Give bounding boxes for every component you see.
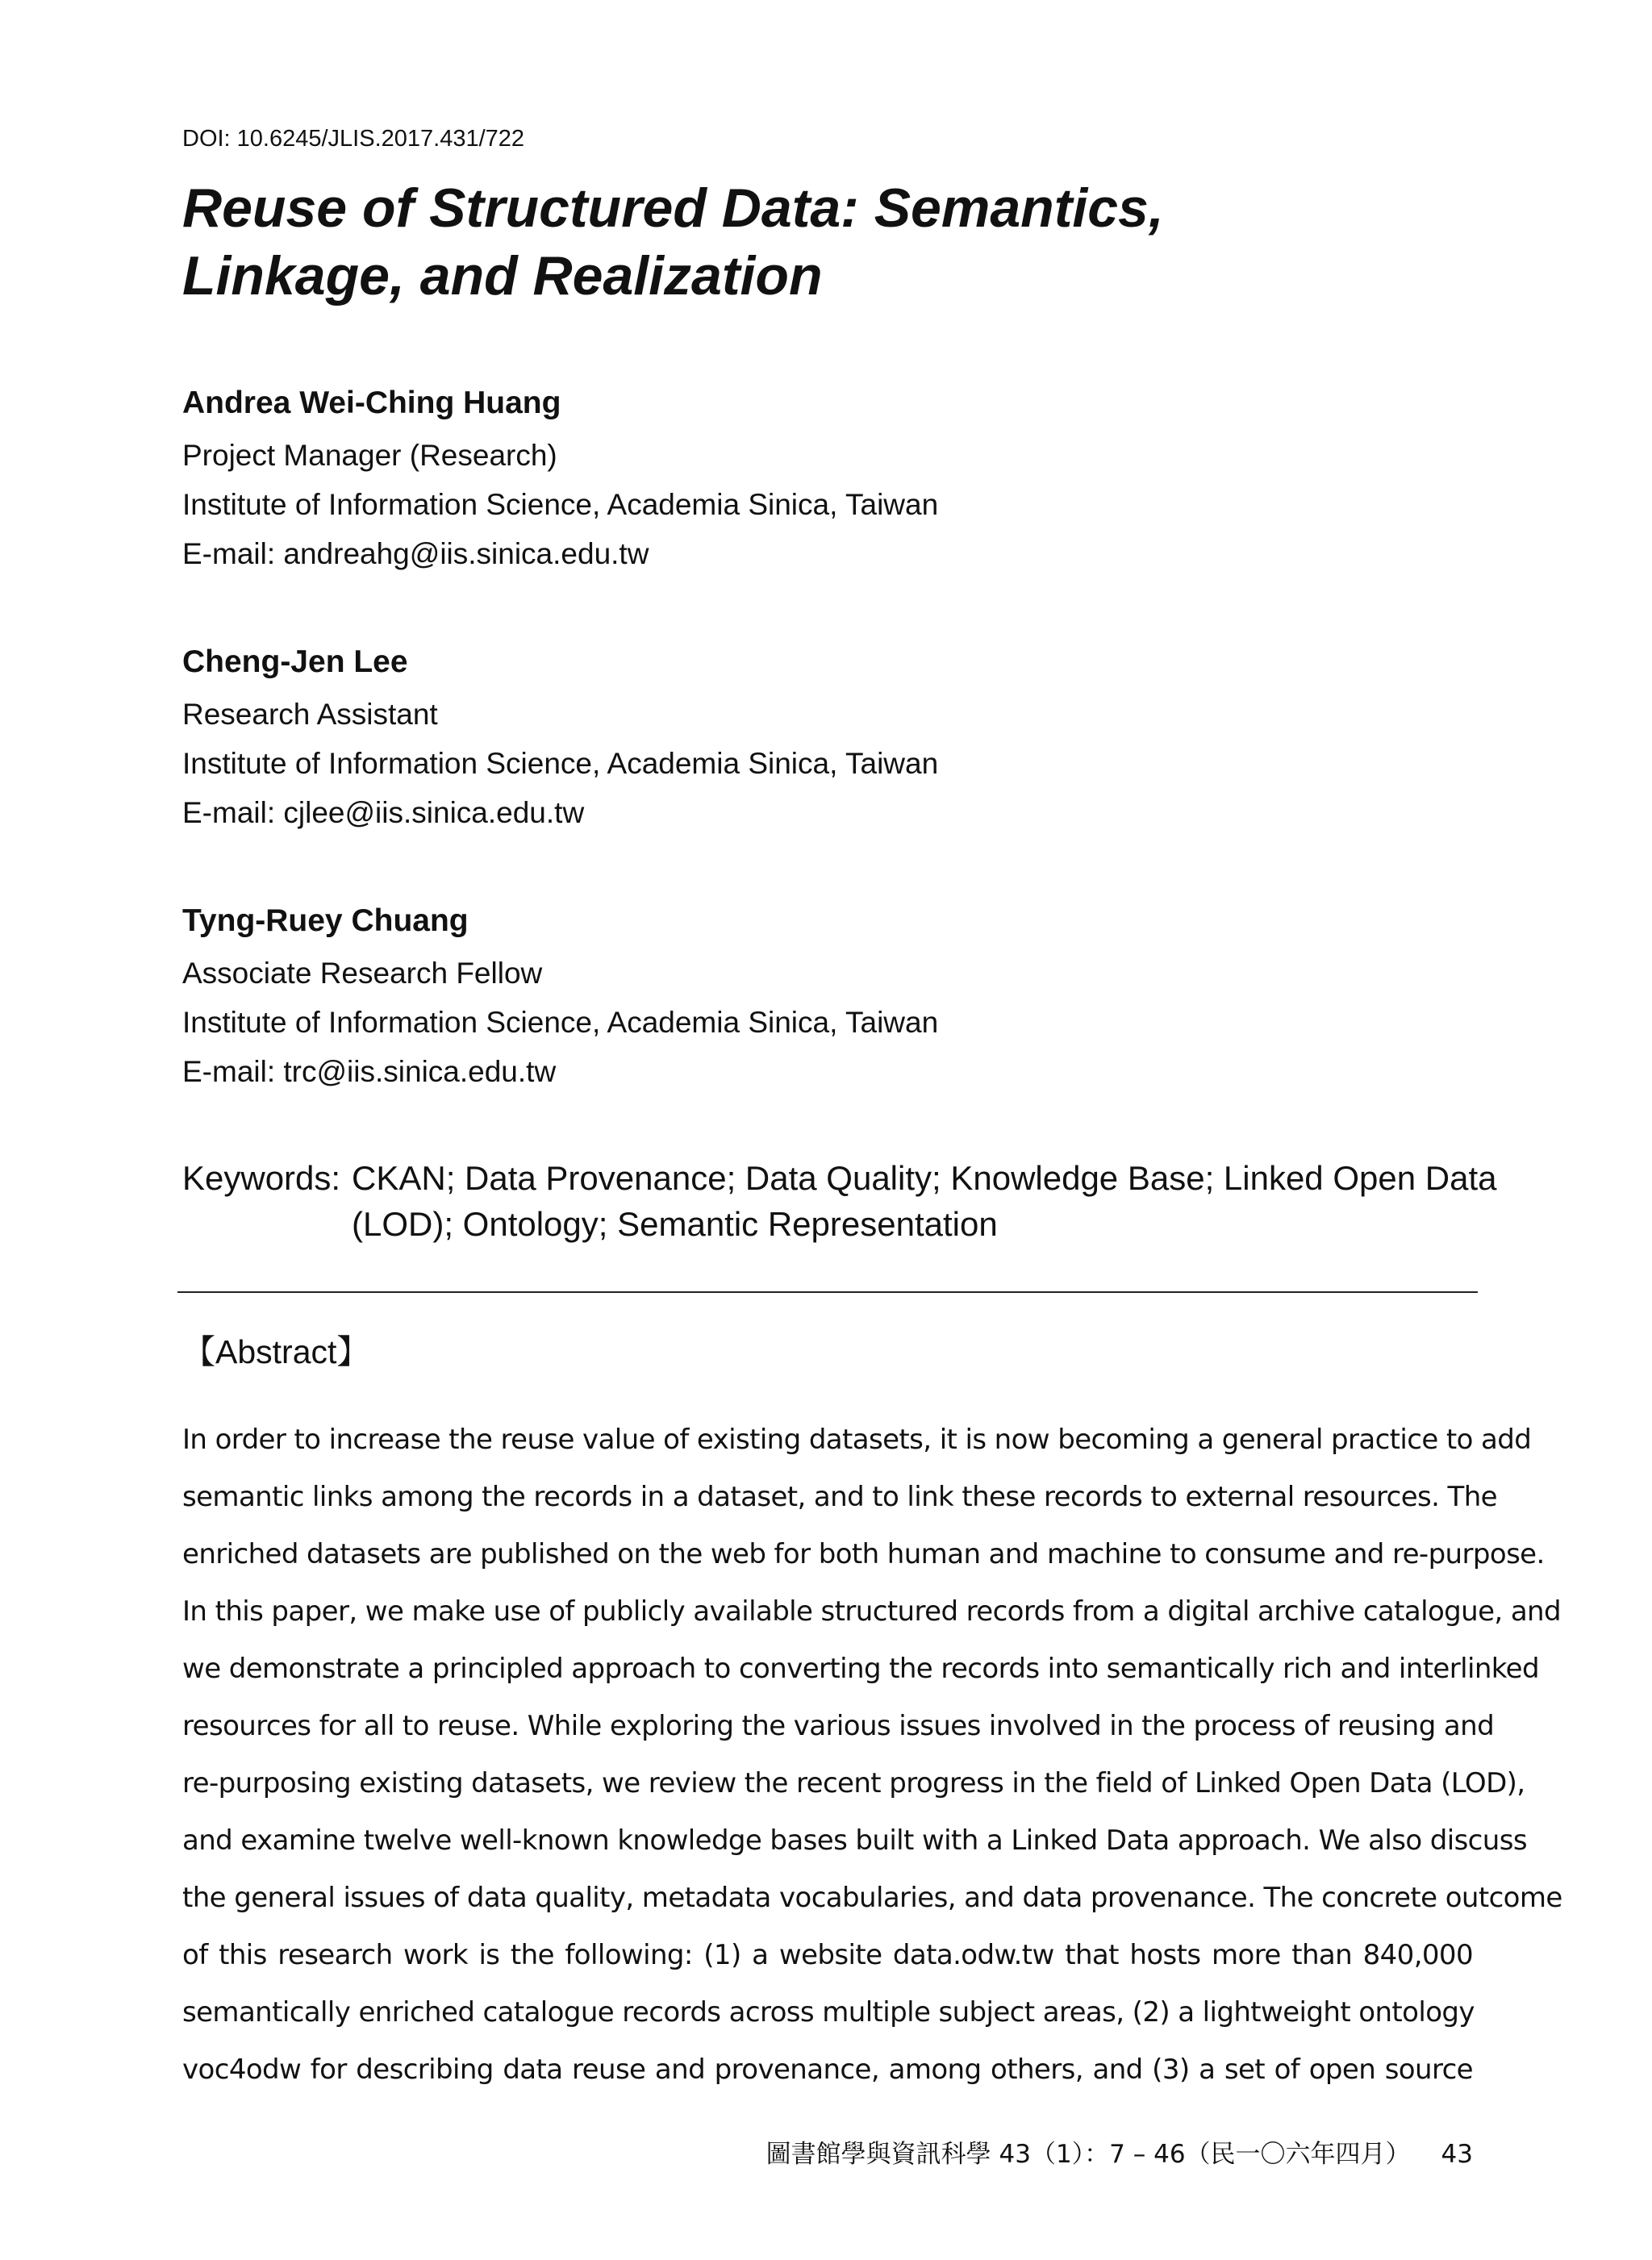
title-line: Reuse of Structured Data: Semantics,	[182, 177, 1164, 239]
keywords	[182, 1155, 1497, 1247]
author-block	[182, 899, 1473, 1096]
abstract-line: In this paper, we make use of publicly available structured records from a digital archive catalogue, and	[182, 1595, 1561, 1628]
abstract-line: semantically enriched catalogue records across multiple subject areas, (2) a lightweight ontology	[182, 1996, 1475, 2029]
abstract-line: In order to increase the reuse value of existing datasets, it is now becoming a general practice to add	[182, 1424, 1532, 1456]
keywords-label: Keywords:	[182, 1159, 341, 1197]
abstract-line: resources for all to reuse. While exploring the various issues involved in the process of reusing and	[182, 1710, 1495, 1742]
abstract-line: and examine twelve well-known knowledge bases built with a Linked Data approach. We also discuss	[182, 1824, 1527, 1857]
abstract-line: re-purposing existing datasets, we review the recent progress in the field of Linked Open Data (LOD),	[182, 1767, 1525, 1799]
author-role: Associate Research Fellow	[182, 957, 543, 990]
author-block	[182, 381, 1473, 578]
abstract-body	[182, 1411, 1562, 2099]
abstract-line: of this research work is the following: (1) a website data.odw.tw that hosts more than 840,000	[182, 1939, 1473, 1971]
author-affiliation: Institute of Information Science, Academia Sinica, Taiwan	[182, 747, 939, 780]
keywords-text: CKAN; Data Provenance; Data Quality; Knowledge Base; Linked Open Data (LOD); Ontology; Semantic Representation	[352, 1159, 1497, 1243]
author-block	[182, 640, 1473, 837]
author-role: Project Manager (Research)	[182, 439, 557, 472]
author-name: Andrea Wei-Ching Huang	[182, 386, 561, 420]
author-email: E-mail: andreahg@iis.sinica.edu.tw	[182, 537, 649, 570]
abstract-line: enriched datasets are published on the web for both human and machine to consume and re-purpose.	[182, 1538, 1545, 1570]
abstract-line: we demonstrate a principled approach to converting the records into semantically rich and interlinked	[182, 1653, 1539, 1685]
page-footer	[766, 2138, 1473, 2170]
journal-citation: 圖書館學與資訊科學 43（1）：7 – 46（民一〇六年四月）	[766, 2140, 1411, 2169]
doi-line: DOI: 10.6245/JLIS.2017.431/722	[182, 126, 525, 152]
author-affiliation: Institute of Information Science, Academia Sinica, Taiwan	[182, 488, 939, 521]
author-email: E-mail: cjlee@iis.sinica.edu.tw	[182, 796, 585, 829]
page-number: 43	[1441, 2140, 1473, 2169]
section-divider	[177, 1291, 1478, 1293]
abstract-line: the general issues of data quality, metadata vocabularies, and data provenance. The concrete outcome	[182, 1882, 1562, 1914]
author-affiliation: Institute of Information Science, Academia Sinica, Taiwan	[182, 1006, 939, 1039]
abstract-heading: 【Abstract】	[182, 1333, 370, 1370]
author-email: E-mail: trc@iis.sinica.edu.tw	[182, 1055, 557, 1088]
author-name: Cheng-Jen Lee	[182, 644, 408, 679]
abstract-line: semantic links among the records in a dataset, and to link these records to external resources. The	[182, 1481, 1497, 1513]
paper-title	[182, 174, 1473, 310]
author-name: Tyng-Ruey Chuang	[182, 903, 469, 938]
author-role: Research Assistant	[182, 698, 438, 731]
title-line: Linkage, and Realization	[182, 245, 823, 306]
abstract-line: voc4odw for describing data reuse and provenance, among others, and (3) a set of open source	[182, 2054, 1473, 2086]
